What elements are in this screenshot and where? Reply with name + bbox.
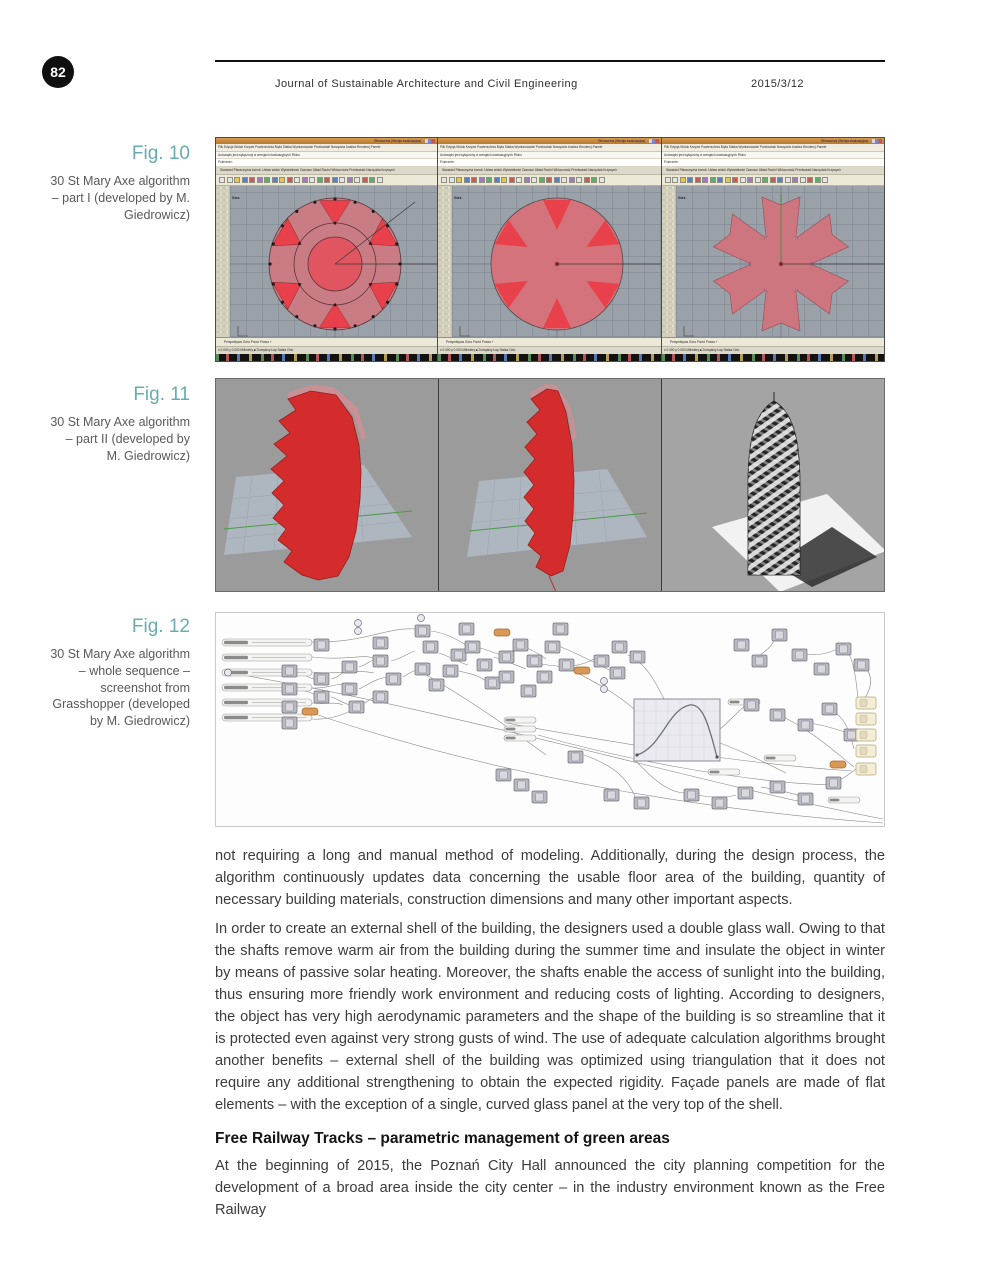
rhino-body xyxy=(662,186,884,337)
toolbar-icon xyxy=(800,177,806,183)
rhino-body xyxy=(216,186,437,337)
toolbar-icon xyxy=(695,177,701,183)
statusbar-text: x 0.000 y 0.000 Milimetry ■ Domyślny Łap Siatka Orto xyxy=(440,348,516,353)
rhino-body xyxy=(438,186,660,337)
rhino-statusbar xyxy=(438,346,660,354)
rhino-prompt-text: Polecenie: xyxy=(440,160,456,165)
rhino-toolbar-icons xyxy=(662,175,884,186)
toolbar-icon xyxy=(242,177,248,183)
toolbar-icon xyxy=(309,177,315,183)
page-number: 82 xyxy=(50,64,66,80)
rhino-menubar xyxy=(662,144,884,152)
windows-taskbar xyxy=(216,354,437,361)
toolbar-icon xyxy=(257,177,263,183)
viewport-name: Góra xyxy=(454,196,462,201)
rhino-side-toolbar xyxy=(216,186,230,337)
rhino-menu-items: Plik Edycja Widok Krzywe Powierzchnia Bryła Siatka Wymiarowanie Przekształć Narzędzia Analiza Renderuj Panele xyxy=(218,145,381,150)
toolbar-icon xyxy=(294,177,300,183)
red-tower-model-1 xyxy=(216,379,439,591)
graph-mapper-node xyxy=(634,699,720,761)
toolbar-icon xyxy=(324,177,330,183)
rhino-history-text: Autozapis jest wyłączony w wersjach ewaluacyjnych Rhino xyxy=(663,153,746,157)
page-header xyxy=(215,78,885,94)
toolbar-icon xyxy=(449,177,455,183)
figure-11-caption-text: 30 St Mary Axe algorithm – part II (developed by M. Giedrowicz) xyxy=(50,415,190,463)
toolbar-icon xyxy=(486,177,492,183)
figure-10-label: Fig. 10 xyxy=(131,143,190,164)
grasshopper-wires xyxy=(231,629,883,823)
toolbar-icon xyxy=(347,177,353,183)
rhino-statusbar xyxy=(662,346,884,354)
rhino-toolbar-tabs xyxy=(216,167,437,175)
rhino-command-history xyxy=(662,152,884,159)
viewport-tab-labels: Perspektywa Góra Przód Prawa + xyxy=(446,340,494,344)
toolbar-icon xyxy=(524,177,530,183)
rendered-spiral-tower xyxy=(662,379,884,591)
toolbar-icon xyxy=(354,177,360,183)
rhino-window-2 xyxy=(438,137,661,362)
rhino-history-text: Autozapis jest wyłączony w wersjach ewaluacyjnych Rhino xyxy=(440,153,523,157)
toolbar-icon xyxy=(441,177,447,183)
rhino-command-history xyxy=(216,152,437,159)
toolbar-icon xyxy=(687,177,693,183)
toolbar-icon xyxy=(815,177,821,183)
toolbar-icon xyxy=(665,177,671,183)
axis-gizmo-icon xyxy=(684,326,694,336)
viewport-name: Góra xyxy=(677,196,686,201)
plan-shape-rings-and-wedges xyxy=(230,186,437,337)
rhino-menubar xyxy=(216,144,437,152)
body-paragraph-1: not requiring a long and manual method of modeling. Additionally, during the design process, the algorithm continuously updates data concerning the usable floor area of the building, quantity of necessary building materials, construction dimensions and many other important aspects. xyxy=(215,848,885,908)
toolbar-icon xyxy=(807,177,813,183)
figure-10-image xyxy=(215,137,885,362)
toolbar-icon xyxy=(725,177,731,183)
figure-10-caption xyxy=(50,141,190,223)
toolbar-icon xyxy=(561,177,567,183)
toolbar-icon xyxy=(332,177,338,183)
toolbar-icon xyxy=(516,177,522,183)
toolbar-icon xyxy=(770,177,776,183)
rhino-toolbar-tabs xyxy=(662,167,884,175)
rhino-titlebar xyxy=(662,138,884,144)
rhino-window-title: Rhinoceros (Wersja ewaluacyjna) xyxy=(821,139,868,143)
rhino-command-prompt xyxy=(662,159,884,167)
rhino-prompt-text: Polecenie: xyxy=(663,160,679,165)
toolbar-icon xyxy=(546,177,552,183)
body-paragraph-3: At the beginning of 2015, the Poznań City Hall announced the city planning competition for the development of a broad area inside the city center – in the industry environment known as the Free Railway xyxy=(215,1158,885,1218)
toolbar-icon xyxy=(591,177,597,183)
toolbar-icon xyxy=(234,177,240,183)
toolbar-icon xyxy=(785,177,791,183)
issue-date: 2015/3/12 xyxy=(751,78,804,90)
rhino-titlebar xyxy=(438,138,660,144)
window-buttons-icon xyxy=(649,139,659,143)
article-text-column xyxy=(215,845,885,1228)
toolbar-icon xyxy=(302,177,308,183)
rhino-menu-items: Plik Edycja Widok Krzywe Powierzchnia Bryła Siatka Wymiarowanie Przekształć Narzędzia Analiza Renderuj Panele xyxy=(663,145,827,150)
red-tower-model-2 xyxy=(439,379,662,591)
toolbar-icon xyxy=(377,177,383,183)
rhino-window-title: Rhinoceros (Wersja ewaluacyjna) xyxy=(374,139,422,143)
grasshopper-canvas xyxy=(216,613,884,826)
toolbar-icon xyxy=(227,177,233,183)
render-view-spiral-tower xyxy=(662,379,884,591)
rhino-toolbar-icons xyxy=(216,175,437,186)
section-heading: Free Railway Tracks – parametric management of green areas xyxy=(215,1130,670,1147)
toolbar-icon xyxy=(576,177,582,183)
viewport-name: Góra xyxy=(232,196,240,201)
window-buttons-icon xyxy=(872,139,882,143)
toolbar-icon xyxy=(539,177,545,183)
axis-gizmo-icon xyxy=(460,326,470,336)
viewport-tab-labels: Perspektywa Góra Przód Prawa + xyxy=(669,340,718,344)
viewport-tab-labels: Perspektywa Góra Przód Prawa + xyxy=(224,340,272,344)
page-number-badge xyxy=(42,56,74,88)
plan-shape-disc-with-notches xyxy=(452,186,660,337)
toolbar-icon xyxy=(339,177,345,183)
figure-11-caption xyxy=(50,382,190,464)
toolbar-icon xyxy=(822,177,828,183)
toolbar-icon xyxy=(264,177,270,183)
rhino-toolbar-tab-labels: Standard Płaszczyzna konstr. Ustaw widok Wyświetlanie Zaznacz Układ Rzutni Widoczność Przekształć Narzędzia Krzywych xyxy=(220,168,395,173)
rhino-toolbar-tab-labels: Standard Płaszczyzna konstr. Ustaw widok Wyświetlanie Zaznacz Układ Rzutni Widoczność Przekształć Narzędzia Krzywych xyxy=(442,168,618,173)
model-viewport-perspective-2 xyxy=(439,379,662,591)
model-viewport-perspective-1 xyxy=(216,379,439,591)
journal-title: Journal of Sustainable Architecture and Civil Engineering xyxy=(275,78,578,90)
toolbar-icon xyxy=(740,177,746,183)
rhino-side-toolbar xyxy=(438,186,452,337)
toolbar-icon xyxy=(509,177,515,183)
toolbar-icon xyxy=(219,177,225,183)
rhino-command-history xyxy=(438,152,660,159)
rhino-history-text: Autozapis jest wyłączony w wersjach ewaluacyjnych Rhino xyxy=(218,153,300,157)
toolbar-icon xyxy=(755,177,761,183)
toolbar-icon xyxy=(369,177,375,183)
rhino-command-prompt xyxy=(216,159,437,167)
toolbar-icon xyxy=(599,177,605,183)
rhino-viewport-top xyxy=(676,186,884,337)
figure-12-caption xyxy=(50,614,190,729)
windows-taskbar xyxy=(438,354,660,361)
rhino-menu-items: Plik Edycja Widok Krzywe Powierzchnia Bryła Siatka Wymiarowanie Przekształć Narzędzia Analiza Renderuj Panele xyxy=(440,145,603,150)
toolbar-icon xyxy=(569,177,575,183)
toolbar-icon xyxy=(717,177,723,183)
toolbar-icon xyxy=(792,177,798,183)
toolbar-icon xyxy=(680,177,686,183)
toolbar-icon xyxy=(554,177,560,183)
toolbar-icon xyxy=(317,177,323,183)
toolbar-icon xyxy=(362,177,368,183)
figure-10-caption-text: 30 St Mary Axe algorithm – part I (developed by M. Giedrowicz) xyxy=(50,174,190,222)
rhino-viewport-tabs xyxy=(662,337,884,346)
figure-11-label: Fig. 11 xyxy=(133,384,190,405)
toolbar-icon xyxy=(272,177,278,183)
figure-12-label: Fig. 12 xyxy=(131,616,190,637)
rhino-toolbar-tabs xyxy=(438,167,660,175)
toolbar-icon xyxy=(762,177,768,183)
toolbar-icon xyxy=(710,177,716,183)
axis-gizmo-icon xyxy=(238,326,248,336)
toolbar-icon xyxy=(279,177,285,183)
toolbar-icon xyxy=(464,177,470,183)
rhino-toolbar-icons xyxy=(438,175,660,186)
windows-taskbar xyxy=(662,354,884,361)
rhino-titlebar xyxy=(216,138,437,144)
toolbar-icon xyxy=(672,177,678,183)
rhino-window-3 xyxy=(662,137,885,362)
toolbar-icon xyxy=(702,177,708,183)
toolbar-icon xyxy=(501,177,507,183)
figure-12-image xyxy=(215,612,885,827)
rhino-window-title: Rhinoceros (Wersja ewaluacyjna) xyxy=(597,139,645,143)
plan-shape-six-lobed-star xyxy=(676,186,884,337)
toolbar-icon xyxy=(747,177,753,183)
toolbar-icon xyxy=(456,177,462,183)
header-rule xyxy=(215,60,885,62)
toolbar-icon xyxy=(249,177,255,183)
rhino-viewport-top xyxy=(452,186,660,337)
toolbar-icon xyxy=(479,177,485,183)
rhino-window-1 xyxy=(215,137,438,362)
rhino-statusbar xyxy=(216,346,437,354)
rhino-command-prompt xyxy=(438,159,660,167)
toolbar-icon xyxy=(777,177,783,183)
toolbar-icon xyxy=(494,177,500,183)
figure-12-caption-text: 30 St Mary Axe algorithm – whole sequence – screenshot from Grasshopper (developed by M. Giedrowicz) xyxy=(50,647,190,728)
statusbar-text: x 0.000 y 0.000 Milimetry ■ Domyślny Łap Siatka Orto xyxy=(218,348,294,353)
rhino-viewport-tabs xyxy=(216,337,437,346)
toolbar-icon xyxy=(584,177,590,183)
toolbar-icon xyxy=(471,177,477,183)
rhino-prompt-text: Polecenie: xyxy=(218,160,233,165)
figure-11-image xyxy=(215,378,885,592)
window-buttons-icon xyxy=(425,139,435,143)
rhino-viewport-tabs xyxy=(438,337,660,346)
toolbar-icon xyxy=(732,177,738,183)
body-paragraph-2: In order to create an external shell of the building, the designers used a double glass wall. Owing to that the shafts remove warm air from the building during the summer time and insulate the object in winter by means of passive solar heating. Moreover, the shafts enable the access of sunlight into the building, thus ensuring more friendly work environment and reducing costs of lighting. According to designers, the object has very high aerodynamic parameters and the shape of the building is so streamline that it is protected even against very strong gusts of wind. The use of adequate calculation algorithms brought another benefits – external shell of the building was optimized using triangulation that it does not require any additional strengthening to obtain the expected rigidity. Façade panels are made of flat elements – with the exception of a single, curved glass panel at the very top of the shell. xyxy=(215,921,885,1113)
rhino-menubar xyxy=(438,144,660,152)
statusbar-text: x 0.000 y 0.000 Milimetry ■ Domyślny Łap Siatka Orto xyxy=(663,348,739,353)
rhino-toolbar-tab-labels: Standard Płaszczyzna konstr. Ustaw widok Wyświetlanie Zaznacz Układ Rzutni Widoczność Przekształć Narzędzia Krzywych xyxy=(665,168,841,173)
toolbar-icon xyxy=(531,177,537,183)
rhino-side-toolbar xyxy=(662,186,676,337)
toolbar-icon xyxy=(287,177,293,183)
rhino-viewport-top xyxy=(230,186,437,337)
